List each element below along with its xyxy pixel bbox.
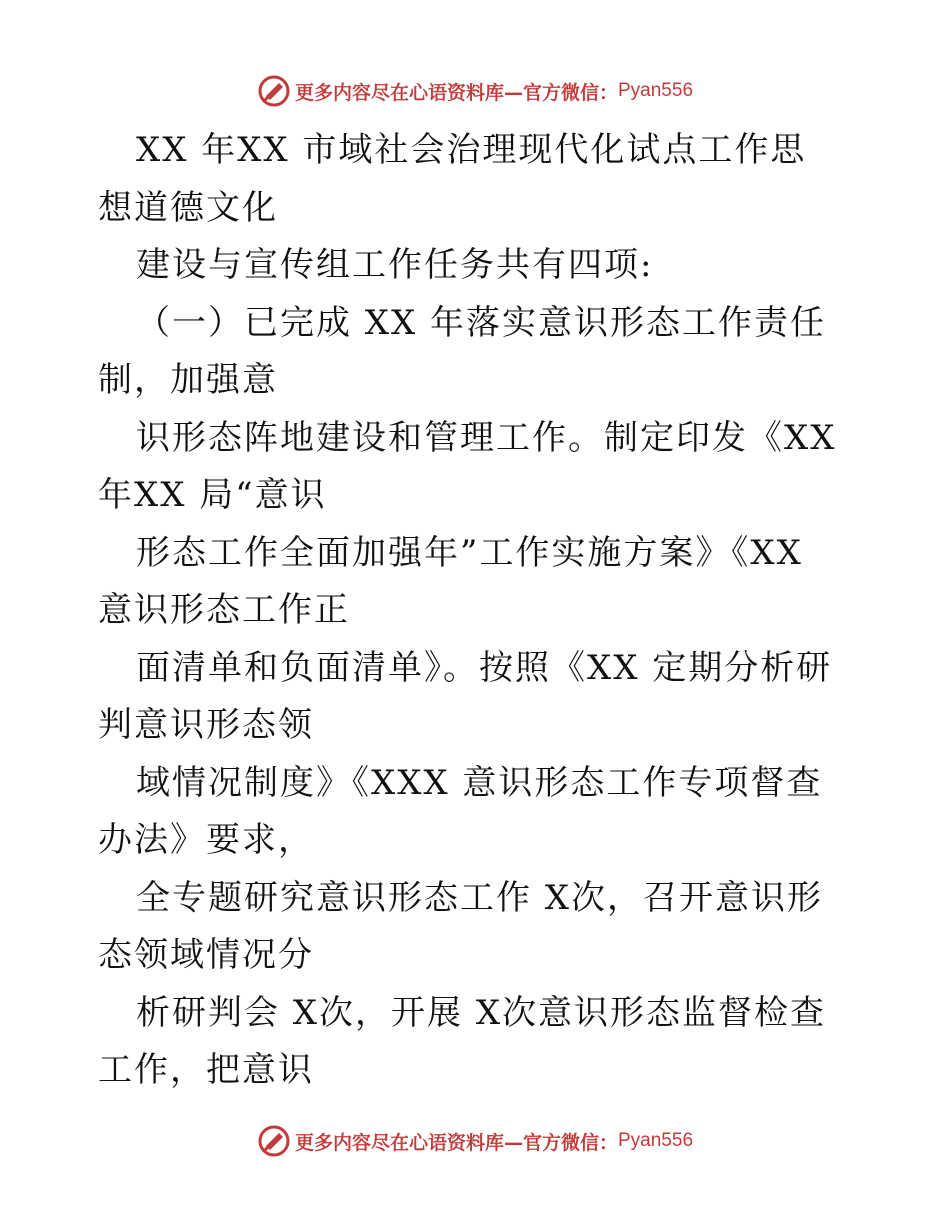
footer-banner-inner [257,1124,693,1158]
paragraph: 析研判会 X次，开展 X次意识形态监督检查工作，把意识 [98,992,827,1090]
paragraph: 域情况制度》《XXX 意识形态工作专项督查办法》要求， [98,762,823,860]
paragraph: （一）已完成 XX 年落实意识形态工作责任制，加强意 [98,302,827,400]
footer-promo-text: 更多内容尽在心语资料库—官方微信： [294,1131,618,1154]
paragraph: 建设与宣传组工作任务共有四项: [136,245,654,285]
paragraph: 全专题研究意识形态工作 X次，召开意识形态领域情况分 [98,877,824,975]
header-wechat-handle: Pyan556 [618,80,694,101]
paragraph: 面清单和负面清单》。按照《XX 定期分析研判意识形态领 [98,647,833,745]
header-promo-text: 更多内容尽在心语资料库—官方微信： [294,81,618,104]
paragraph: 识形态阵地建设和管理工作。制定印发《XX 年XX 局“意识 [98,417,837,515]
logo-icon [257,74,291,108]
logo-icon [257,1124,291,1158]
footer-banner [0,1121,950,1161]
document-body [98,122,838,1100]
paragraph: XX 年XX 市域社会治理现代化试点工作思想道德文化 [98,130,807,228]
header-banner-inner [257,74,693,108]
paragraph: 形态工作全面加强年”工作实施方案》《XX 意识形态工作正 [98,532,803,630]
header-banner [0,71,950,111]
footer-wechat-handle: Pyan556 [618,1130,694,1151]
